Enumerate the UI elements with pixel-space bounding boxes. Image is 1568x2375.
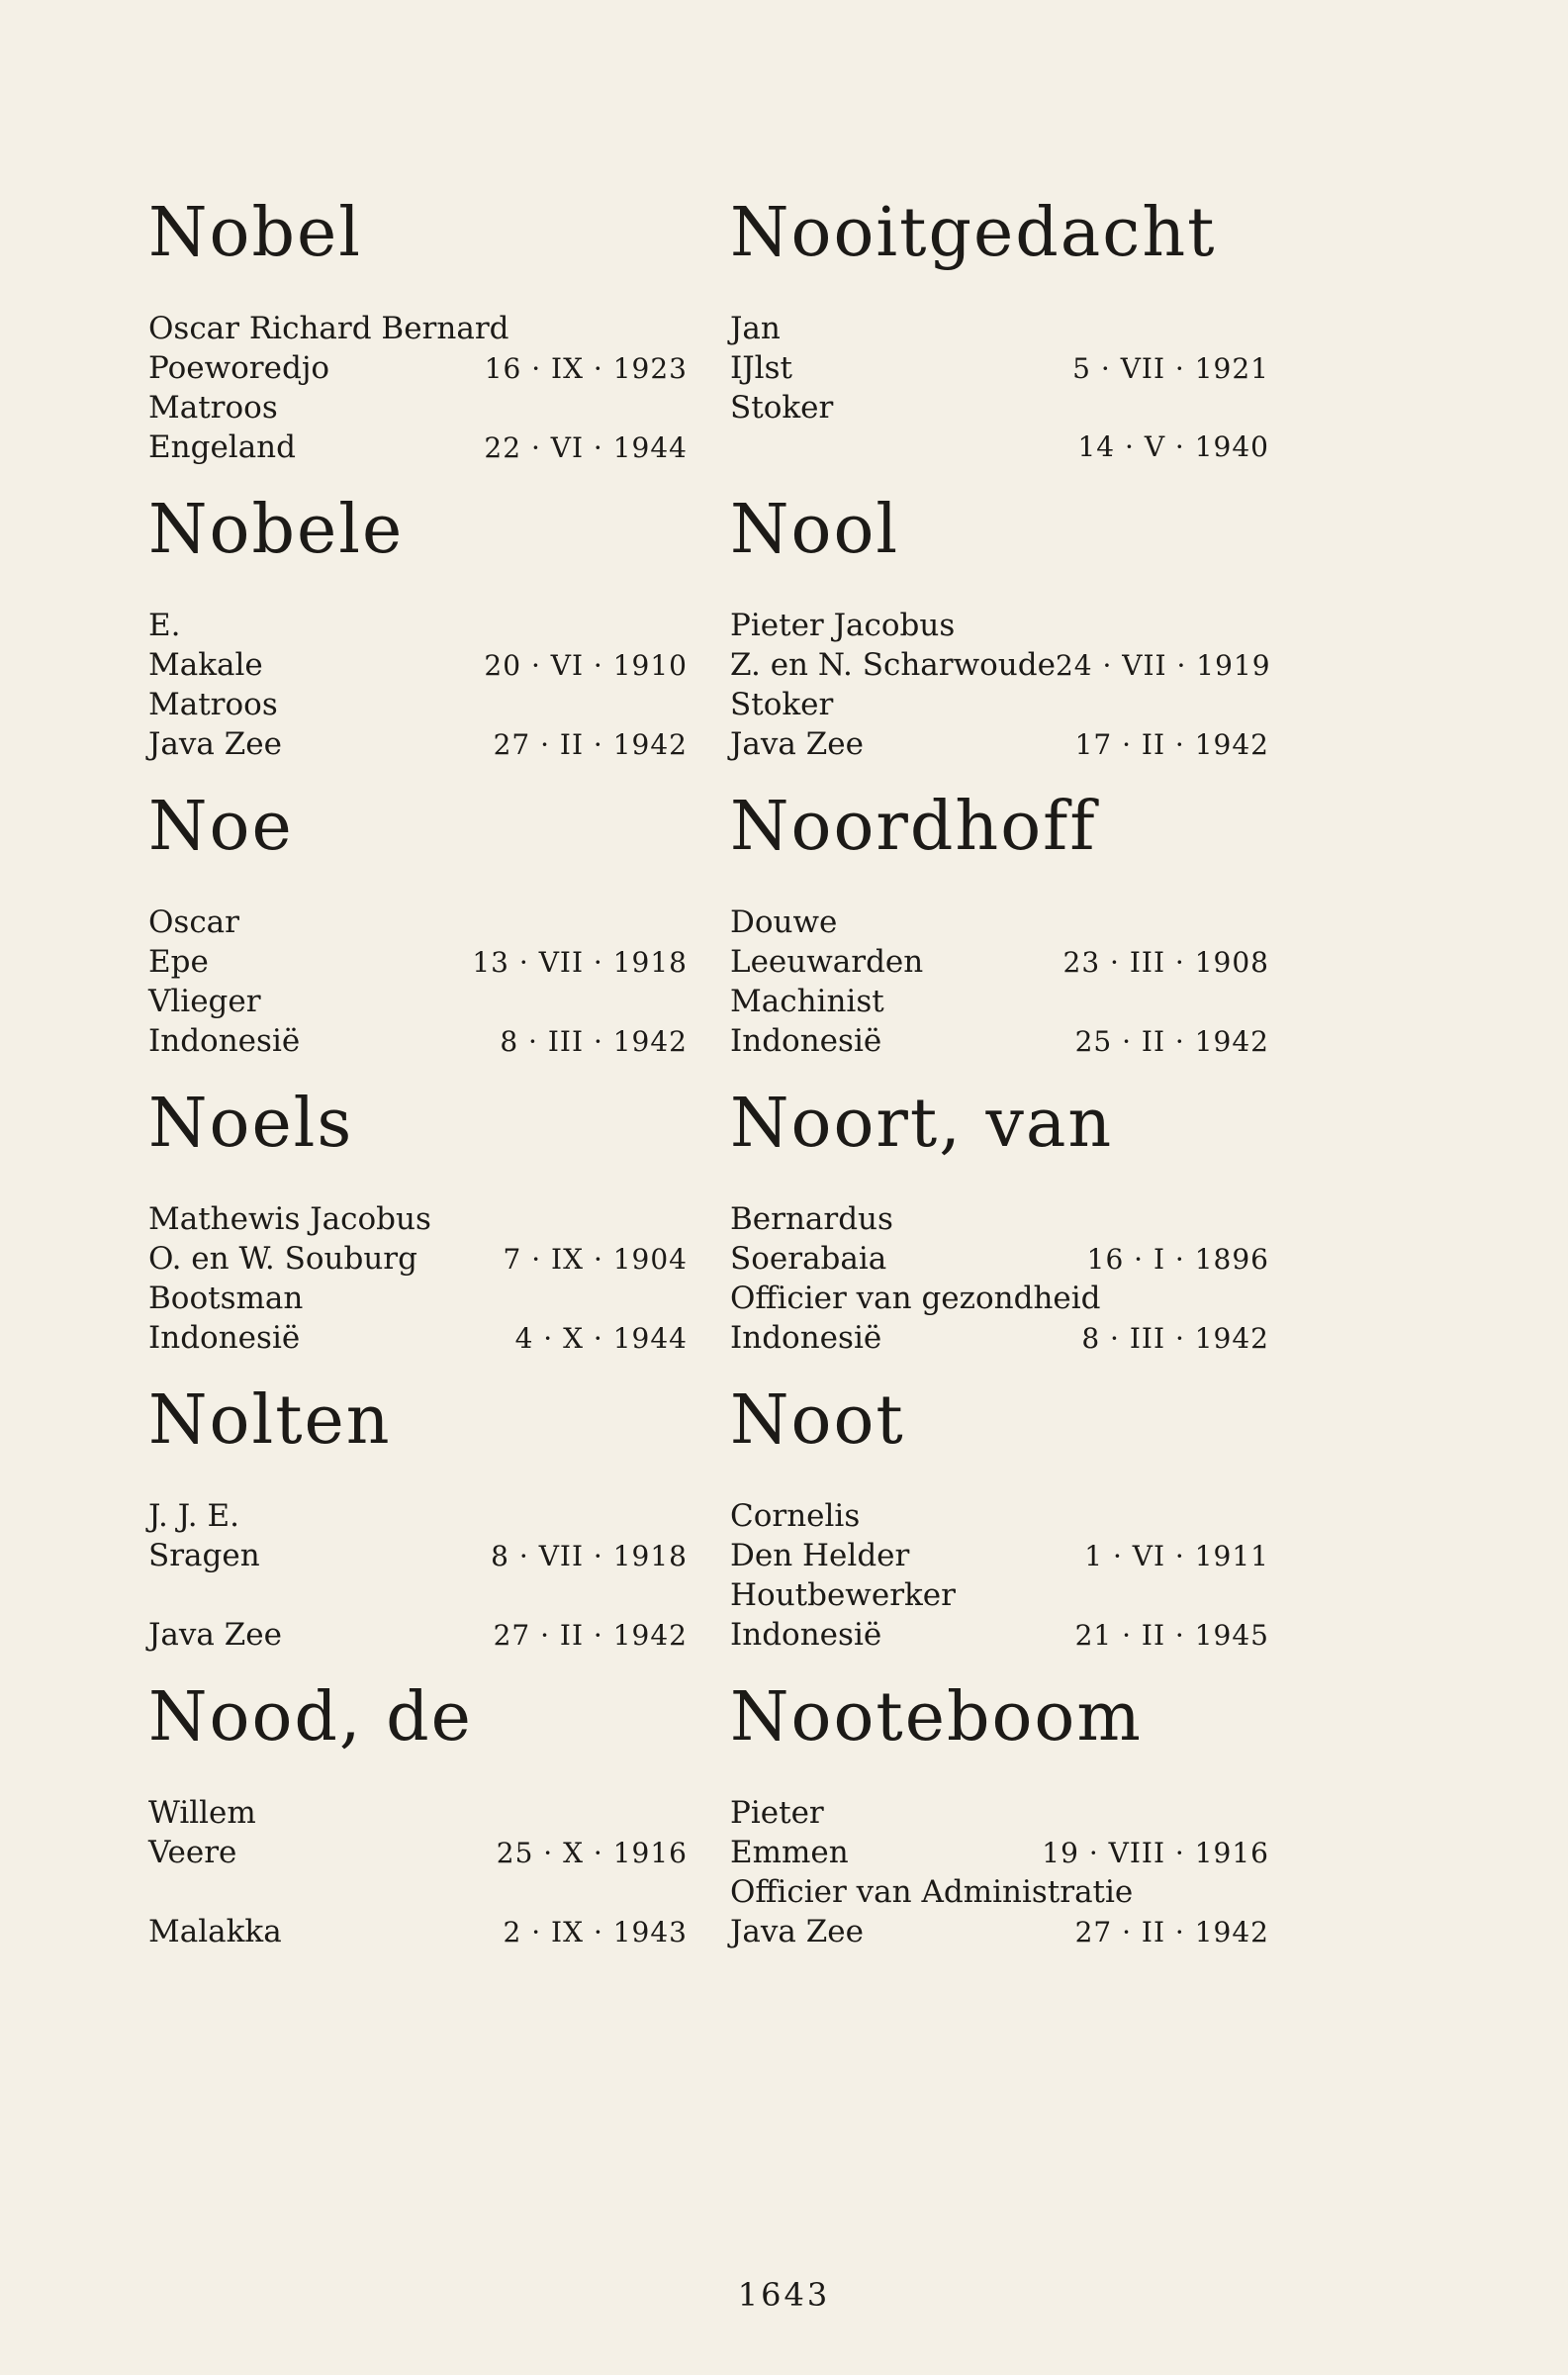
birthplace: Veere — [148, 1835, 237, 1870]
entry-lines — [148, 1793, 688, 1951]
entry-lines — [730, 309, 1269, 467]
given-names: Pieter — [730, 1795, 824, 1831]
birthplace: Leeuwarden — [730, 944, 924, 980]
entry-line — [148, 348, 688, 388]
entry-line — [730, 1279, 1269, 1318]
given-names: Cornelis — [730, 1498, 861, 1534]
birth-date: 24 · VII · 1919 — [1055, 649, 1271, 682]
entry-line — [730, 942, 1269, 982]
entry-line — [148, 428, 688, 467]
place-of-death: Java Zee — [730, 726, 864, 762]
given-names: Willem — [148, 1795, 256, 1831]
given-names: E. — [148, 608, 181, 643]
rank: Stoker — [730, 390, 834, 426]
entry-lines — [148, 606, 688, 764]
entry-line — [730, 1318, 1269, 1358]
place-of-death: Java Zee — [148, 726, 282, 762]
entry-lines — [730, 902, 1269, 1061]
surname: Nolten — [148, 1381, 392, 1460]
entry — [148, 782, 688, 1079]
entry-line — [148, 724, 688, 764]
rank: Matroos — [148, 687, 278, 722]
death-date: 27 · II · 1942 — [493, 1619, 688, 1652]
entry-line — [730, 309, 1269, 348]
entry-line — [148, 388, 688, 428]
birth-date: 19 · VIII · 1916 — [1042, 1837, 1269, 1869]
entry-line — [730, 1575, 1269, 1615]
birthplace: Epe — [148, 944, 209, 980]
given-names: J. J. E. — [148, 1498, 239, 1534]
death-date: 17 · II · 1942 — [1074, 728, 1269, 761]
entry-line — [730, 1496, 1269, 1536]
entry — [148, 1376, 688, 1672]
death-date: 25 · II · 1942 — [1074, 1025, 1269, 1058]
birth-date: 23 · III · 1908 — [1062, 946, 1269, 979]
place-of-death: Indonesië — [148, 1023, 301, 1059]
birthplace: IJlst — [730, 350, 792, 386]
rank: Houtbewerker — [730, 1577, 956, 1613]
entry-line — [148, 1318, 688, 1358]
birthplace: O. en W. Souburg — [148, 1241, 417, 1277]
entry-lines — [148, 1199, 688, 1358]
entry — [730, 1376, 1269, 1672]
given-names: Oscar — [148, 904, 239, 940]
entry-lines — [730, 1199, 1269, 1358]
entry — [148, 485, 688, 782]
entry-line — [148, 1912, 688, 1951]
place-of-death: Java Zee — [730, 1914, 864, 1949]
entry-line — [730, 428, 1269, 467]
birthplace: Z. en N. Scharwoude — [730, 647, 1056, 683]
entry-line — [148, 685, 688, 724]
birth-date: 8 · VII · 1918 — [491, 1540, 688, 1572]
entry-line — [730, 724, 1269, 764]
entry-line — [730, 1199, 1269, 1239]
birth-date: 20 · VI · 1910 — [484, 649, 688, 682]
place-of-death: Indonesië — [730, 1617, 882, 1653]
death-date: 2 · IX · 1943 — [503, 1916, 688, 1948]
birthplace: Emmen — [730, 1835, 849, 1870]
birthplace: Soerabaia — [730, 1241, 887, 1277]
entry-line — [148, 1615, 688, 1655]
entry-line — [730, 606, 1269, 645]
entry-lines — [148, 309, 688, 467]
rank: Bootsman — [148, 1281, 304, 1316]
entry-line — [148, 1496, 688, 1536]
entry-line — [148, 606, 688, 645]
surname: Nobele — [148, 491, 405, 569]
entry-line — [730, 1021, 1269, 1061]
entry-line — [148, 902, 688, 942]
surname: Noels — [148, 1085, 354, 1163]
entry — [148, 1079, 688, 1376]
entry-line — [148, 1279, 688, 1318]
right-column — [730, 188, 1269, 1969]
death-date: 4 · X · 1944 — [514, 1322, 688, 1355]
given-names: Jan — [730, 311, 781, 346]
entry-line — [148, 1575, 688, 1615]
birth-date: 7 · IX · 1904 — [503, 1243, 688, 1276]
death-date: 14 · V · 1940 — [1077, 430, 1269, 463]
entry-line — [730, 1793, 1269, 1833]
entry-line — [148, 1872, 688, 1912]
entry-lines — [730, 606, 1269, 764]
surname: Nooteboom — [730, 1678, 1143, 1757]
place-of-death: Indonesië — [148, 1320, 301, 1356]
surname: Noordhoff — [730, 788, 1097, 866]
entry-line — [148, 1793, 688, 1833]
surname: Nool — [730, 491, 900, 569]
given-names: Mathewis Jacobus — [148, 1201, 431, 1237]
entry-line — [730, 1536, 1269, 1575]
birth-date: 1 · VI · 1911 — [1084, 1540, 1269, 1572]
given-names: Pieter Jacobus — [730, 608, 956, 643]
surname: Noort, van — [730, 1085, 1114, 1163]
entry-lines — [148, 902, 688, 1061]
given-names: Douwe — [730, 904, 838, 940]
place-of-death: Indonesië — [730, 1023, 882, 1059]
entry-line — [730, 1872, 1269, 1912]
entry-lines — [730, 1496, 1269, 1655]
birth-date: 16 · IX · 1923 — [484, 352, 688, 385]
death-date: 22 · VI · 1944 — [484, 431, 688, 464]
death-date: 27 · II · 1942 — [493, 728, 688, 761]
entry-lines — [730, 1793, 1269, 1951]
entry-lines — [148, 1496, 688, 1655]
rank: Officier van gezondheid — [730, 1281, 1101, 1316]
entry — [730, 188, 1269, 485]
entry-line — [148, 1021, 688, 1061]
surname: Nooitgedacht — [730, 194, 1217, 272]
entry — [730, 1079, 1269, 1376]
entry-line — [730, 348, 1269, 388]
entry-line — [148, 1833, 688, 1872]
birth-date: 25 · X · 1916 — [496, 1837, 688, 1869]
entry-line — [730, 902, 1269, 942]
entry-line — [148, 982, 688, 1021]
surname: Noe — [148, 788, 294, 866]
entry-line — [148, 942, 688, 982]
entry — [730, 485, 1269, 782]
entry — [148, 188, 688, 485]
birthplace: Sragen — [148, 1538, 260, 1573]
entry-line — [730, 1239, 1269, 1279]
entry — [148, 1672, 688, 1969]
rank: Vlieger — [148, 984, 261, 1019]
entry-line — [148, 645, 688, 685]
entry-line — [730, 388, 1269, 428]
rank: Matroos — [148, 390, 278, 426]
rank: Officier van Administratie — [730, 1874, 1134, 1910]
entry — [730, 1672, 1269, 1969]
birth-date: 16 · I · 1896 — [1086, 1243, 1269, 1276]
entry-line — [148, 1536, 688, 1575]
entry-line — [730, 645, 1269, 685]
entry-line — [730, 982, 1269, 1021]
surname: Noot — [730, 1381, 905, 1460]
entry-line — [148, 309, 688, 348]
place-of-death: Indonesië — [730, 1320, 882, 1356]
death-date: 27 · II · 1942 — [1074, 1916, 1269, 1948]
surname: Nood, de — [148, 1678, 473, 1757]
birth-date: 13 · VII · 1918 — [472, 946, 688, 979]
death-date: 8 · III · 1942 — [1081, 1322, 1269, 1355]
entry-line — [730, 1833, 1269, 1872]
rank: Machinist — [730, 984, 884, 1019]
entry-line — [730, 1912, 1269, 1951]
place-of-death: Malakka — [148, 1914, 282, 1949]
entry-line — [148, 1199, 688, 1239]
birthplace: Poeworedjo — [148, 350, 330, 386]
birthplace: Makale — [148, 647, 263, 683]
given-names: Bernardus — [730, 1201, 893, 1237]
given-names: Oscar Richard Bernard — [148, 311, 509, 346]
place-of-death: Java Zee — [148, 1617, 282, 1653]
entry-line — [148, 1239, 688, 1279]
rank: Stoker — [730, 687, 834, 722]
birthplace: Den Helder — [730, 1538, 910, 1573]
entry — [730, 782, 1269, 1079]
entry-line — [730, 1615, 1269, 1655]
left-column — [148, 188, 688, 1969]
birth-date: 5 · VII · 1921 — [1072, 352, 1269, 385]
page-number: 1643 — [737, 2276, 831, 2314]
entry-line — [730, 685, 1269, 724]
place-of-death: Engeland — [148, 429, 296, 465]
death-date: 8 · III · 1942 — [500, 1025, 688, 1058]
surname: Nobel — [148, 194, 362, 272]
death-date: 21 · II · 1945 — [1074, 1619, 1269, 1652]
